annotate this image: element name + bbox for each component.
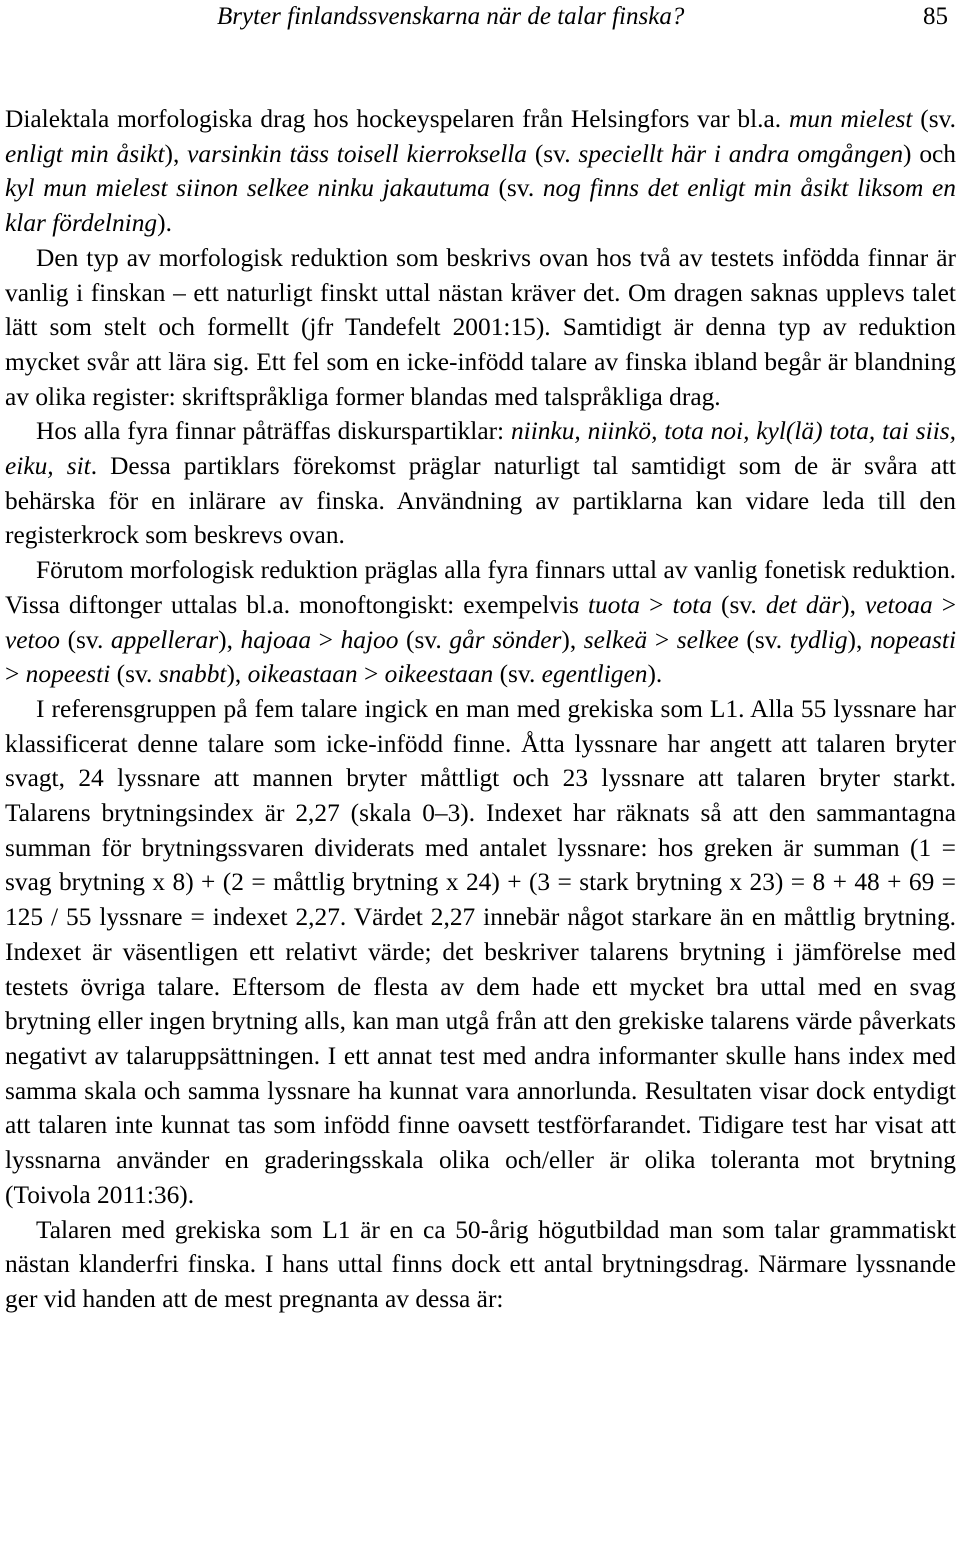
italic-text: oikeastaan [247, 660, 358, 689]
italic-text: selkee [676, 625, 739, 654]
italic-text: varsinkin täss toisell kierroksella [187, 139, 528, 168]
italic-text: hajoo [340, 625, 399, 654]
italic-text: tota [672, 590, 713, 619]
text-run: > [647, 625, 677, 654]
text-run: (sv. [59, 625, 111, 654]
text-run: > [311, 625, 341, 654]
text-run: (sv. [712, 590, 766, 619]
text-run: (sv. [912, 105, 957, 133]
text-run: Förutom morfologisk reduktion präglas alla fyra finnars uttal av vanlig fonetisk reduktion. Vissa diftonger uttalas bl.a. monoftongiskt: exempelvis [5, 556, 956, 619]
italic-text: tuota [587, 590, 641, 619]
italic-text: det där [765, 590, 842, 619]
text-run: (sv. [493, 660, 542, 689]
text-run: > [5, 660, 26, 689]
italic-text: mun mielest [788, 105, 913, 133]
italic-text: speciellt här i andra omgången [578, 139, 904, 168]
italic-text: nopeasti [869, 625, 956, 654]
italic-text: hajoaa [240, 625, 312, 654]
text-run: (sv. [738, 625, 790, 654]
text-run: ), [218, 625, 241, 654]
page-number: 85 [923, 3, 948, 30]
text-run: > [932, 590, 957, 619]
text-run: ), [226, 660, 248, 689]
italic-text: niinku, niinkö, tota noi, kyl(lä) tota, tai siis, eiku, sit [5, 417, 956, 481]
italic-text: snabbt [158, 660, 227, 689]
text-run: ), [841, 590, 865, 619]
text-run: (sv. [398, 625, 450, 654]
text-run: ). [157, 209, 172, 238]
body-text [5, 102, 956, 1317]
text-run: ). [647, 660, 663, 689]
paragraph [5, 414, 956, 553]
text-run: ), [561, 625, 584, 654]
italic-text: egentligen [541, 660, 648, 689]
italic-text: vetoo [5, 625, 60, 654]
text-run: > [640, 590, 673, 619]
italic-text: appellerar [110, 625, 219, 654]
text-run: Den typ av morfologisk reduktion som beskrivs ovan hos två av testets infödda finnar är vanlig i finskan – ett naturligt finskt uttal nästan kräver det. Om dragen saknas upplevs talet lätt som stelt och formellt (jfr Tandefelt 2001:15). Samtidigt är denna typ av reduktion mycket svår att lära sig. Ett fel som en icke-infödd talare av finska ibland begår är blandning av olika register: skriftspråkliga former blandas med talspråkliga drag. [5, 243, 956, 411]
running-title: Bryter finlandssvenskarna när de talar finska? [217, 3, 685, 30]
text-run: ), [164, 139, 188, 168]
text-run: (sv. [110, 660, 159, 689]
text-run: Hos alla fyra finnar påträffas diskurspartiklar: [36, 417, 511, 446]
text-run: (sv. [489, 174, 543, 203]
text-run: (sv. [527, 139, 579, 168]
paragraph [5, 1213, 956, 1317]
text-run: I referensgruppen på fem talare ingick en man med grekiska som L1. Alla 55 lyssnare har klassificerat denne talare som icke-infödd finne. Åtta lyssnare har angett att talaren bryter svagt, 24 lyssnare att mannen bryter måttligt och 23 lyssnare att talaren bryter starkt. Talarens brytningsindex är 2,27 (skala 0–3). Indexet har räknats så att den sammantagna summan för brytningssvaren dividerats med antalet lyssnare: hos greken är summan (1 = svag brytning x 8) + (2 = måttlig brytning x 24) + (3 = stark brytning x 23) = 8 + 48 + 69 = 125 / 55 lyssnare = indexet 2,27. Värdet 2,27 innebär något starkare än en måttlig brytning. Indexet är väsentligen ett relativt värde; det beskriver talarens brytning i jämförelse med testets övriga talare. Eftersom de flesta av dem hade ett mycket bra uttal med en svag brytning eller ingen brytning alls, kan man utgå från att den grekiske talarens värde påverkats negativt av talaruppsättningen. I ett annat test med andra informanter skulle hans index med samma skala och samma lyssnare ha kunnat vara annorlunda. Resultaten visar dock entydigt att talaren inte kunnat tas som infödd finne oavsett testförfarandet. Tidigare test har visat att lyssnarna använder en graderingsskala olika och/eller är olika toleranta mot brytning (Toivola 2011:36). [5, 694, 956, 1209]
paragraph [5, 102, 956, 241]
paragraph [5, 553, 956, 692]
italic-text: selkeä [583, 625, 648, 654]
text-run: Dialektala morfologiska drag hos hockeyspelaren från Helsingfors var bl.a. [5, 105, 789, 133]
text-run: Talaren med grekiska som L1 är en ca 50-årig högutbildad man som talar grammatiskt nästan klanderfri finska. I hans uttal finns dock ett antal brytningsdrag. Närmare lyssnande ger vid handen att de mest pregnanta av dessa är: [5, 1215, 956, 1313]
italic-text: kyl mun mielest siinon selkee ninku jakautuma [5, 174, 490, 203]
text-run: ) och [903, 139, 956, 168]
running-head [5, 0, 956, 42]
italic-text: oikeestaan [384, 660, 494, 689]
paragraph [5, 692, 956, 1213]
italic-text: nog finns det enligt min åsikt liksom en klar fördelning [5, 174, 956, 238]
italic-text: nopeesti [25, 660, 111, 689]
text-run: . Dessa partiklars förekomst präglar naturligt tal samtidigt som de är svåra att behärska för en inlärare av finska. Användning av partiklarna kan vidare leda till den registerkrock som beskrevs ovan. [5, 452, 956, 550]
text-run: ), [847, 625, 870, 654]
italic-text: enligt min åsikt [5, 139, 165, 168]
text-run: > [357, 660, 385, 689]
italic-text: tydlig [789, 625, 848, 654]
italic-text: går sönder [449, 625, 562, 654]
paragraph [5, 241, 956, 415]
italic-text: vetoaa [864, 590, 933, 619]
